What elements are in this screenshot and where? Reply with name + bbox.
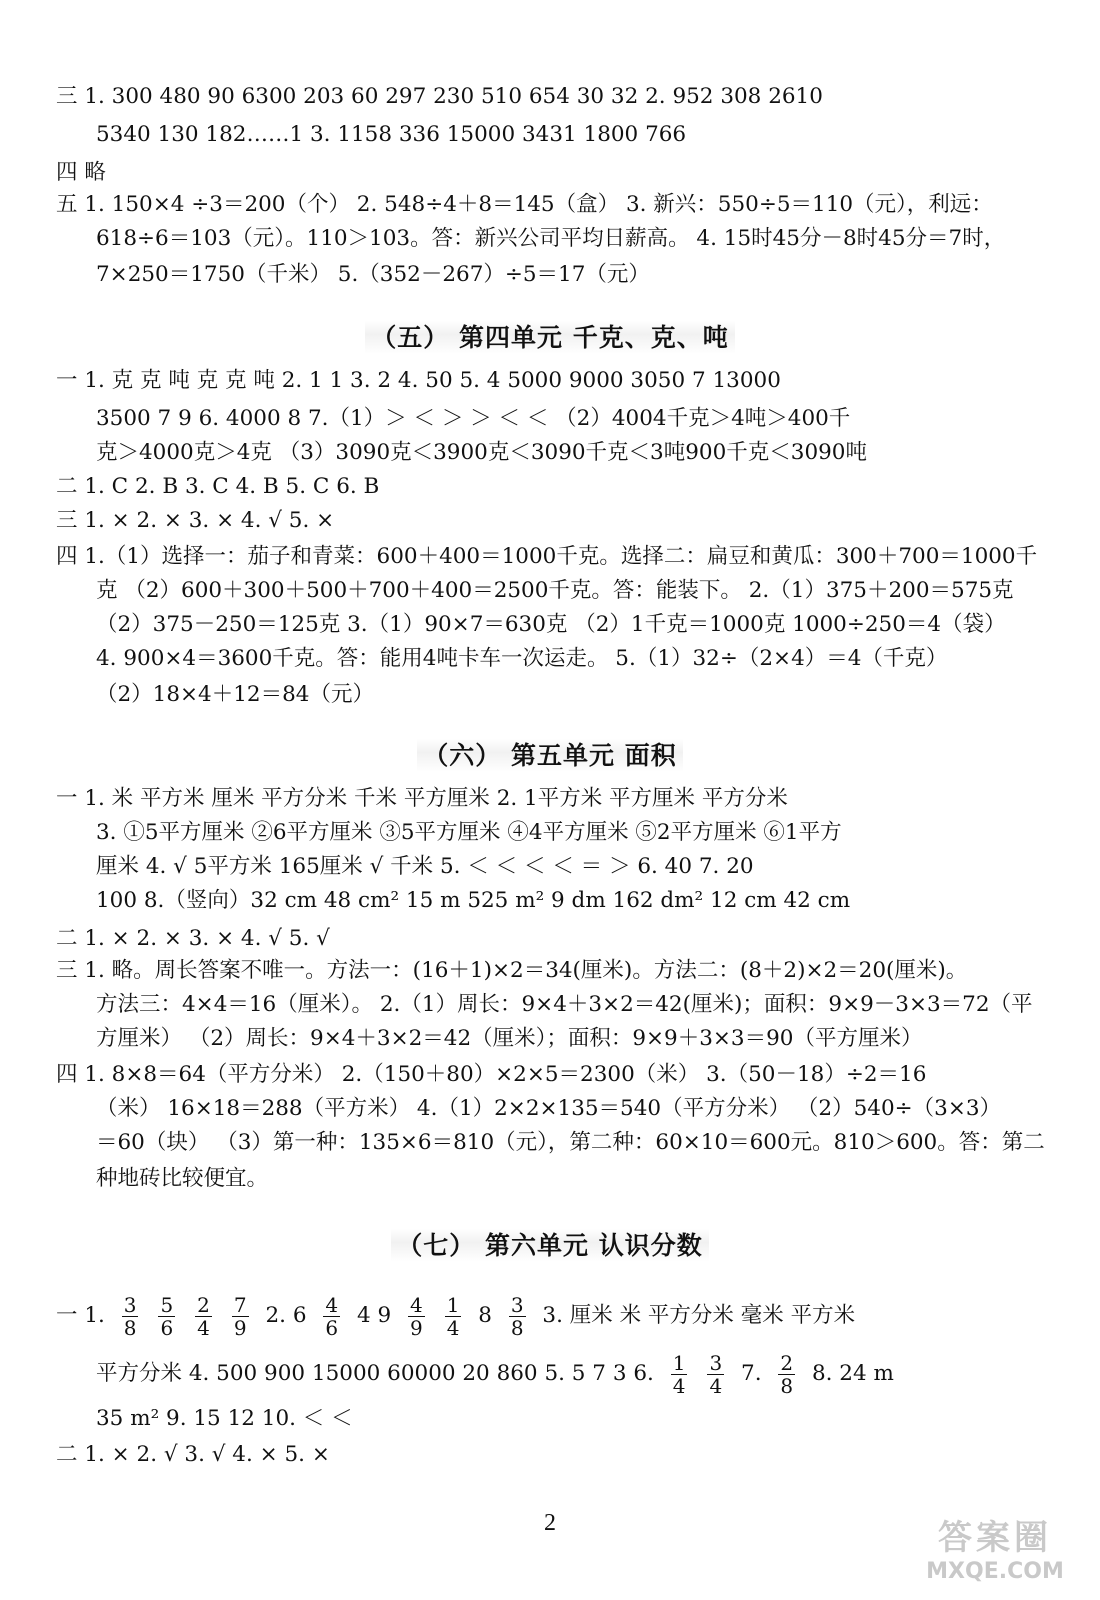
answer-line: 三 1. 300 480 90 6300 203 60 297 230 510 654 30 32 2. 952 308 2610 bbox=[56, 84, 823, 109]
answer-line: 100 8.（竖向）32 cm 48 cm² 15 m 525 m² 9 dm 162 dm² 12 cm 42 cm bbox=[96, 888, 851, 913]
answer-line: 二 1. × 2. × 3. × 4. √ 5. √ bbox=[56, 926, 330, 951]
answer-line: 克 （2）600＋300＋500＋700＋400＝2500千克。答：能装下。 2.（1）375＋200＝575克 bbox=[96, 578, 1014, 603]
fraction bbox=[158, 1294, 175, 1339]
fraction-group bbox=[768, 1350, 805, 1398]
fraction-group bbox=[313, 1292, 350, 1340]
answer-line: 五 1. 150×4 ÷3＝200（个） 2. 548÷4＋8＝145（盒） 3. 新兴：550÷5＝110（元），利远： bbox=[56, 192, 993, 217]
line-text: 7. bbox=[741, 1361, 762, 1386]
section-title: （六） 第五单元 面积 bbox=[417, 739, 682, 772]
watermark-logo bbox=[905, 1510, 1085, 1590]
fraction-denominator: 4 bbox=[709, 1373, 723, 1398]
fraction-group bbox=[661, 1350, 734, 1398]
fraction-numerator: 4 bbox=[325, 1292, 339, 1317]
answer-line: 厘米 4. √ 5平方米 165厘米 √ 千米 5. ＜ ＜ ＜ ＜ ＝ ＞ 6. 40 7. 20 bbox=[96, 854, 754, 879]
fraction-denominator: 8 bbox=[123, 1315, 137, 1340]
fraction-group bbox=[398, 1292, 471, 1340]
answer-line: 三 1. 略。周长答案不唯一。方法一：(16＋1)×2＝34(厘米)。方法二：(8＋2)×2＝20(厘米)。 bbox=[56, 958, 968, 983]
fraction bbox=[778, 1352, 795, 1397]
answer-line: 种地砖比较便宜。 bbox=[96, 1166, 269, 1191]
answer-line: 一 1. 米 平方米 厘米 平方分米 千米 平方厘米 2. 1平方米 平方厘米 平方分米 bbox=[56, 786, 788, 811]
answer-line: 618÷6＝103（元）。110＞103。答：新兴公司平均日薪高。 4. 15时45分－8时45分＝7时， bbox=[96, 226, 1006, 251]
line-text: 8 bbox=[478, 1303, 492, 1328]
fraction-numerator: 5 bbox=[160, 1292, 174, 1317]
fraction-numerator: 2 bbox=[780, 1350, 794, 1375]
answer-line: 四 1.（1）选择一：茄子和青菜：600＋400＝1000千克。选择二：扁豆和黄瓜：300＋700＝1000千 bbox=[56, 544, 1038, 569]
line-text: 4 9 bbox=[356, 1303, 392, 1328]
answer-line: 方厘米） （2）周长：9×4＋3×2＝42（厘米）；面积：9×9＋3×3＝90（平方厘米） bbox=[96, 1026, 923, 1051]
answer-line: 7×250＝1750（千米） 5.（352－267）÷5＝17（元） bbox=[96, 262, 650, 287]
answer-line: 四 1. 8×8＝64（平方分米） 2.（150＋80）×2×5＝2300（米） 3.（50－18）÷2＝16 bbox=[56, 1062, 927, 1087]
answer-line: 克＞4000克＞4克 （3）3090克＜3900克＜3090千克＜3吨900千克＜3090吨 bbox=[96, 440, 867, 465]
fraction-numerator: 1 bbox=[446, 1292, 460, 1317]
fraction bbox=[445, 1294, 462, 1339]
answer-line: 一 1. 克 克 吨 克 克 吨 2. 1 1 3. 2 4. 50 5. 4 5000 9000 3050 7 13000 bbox=[56, 368, 781, 393]
answer-line: 5340 130 182……1 3. 1158 336 15000 3431 1800 766 bbox=[96, 122, 687, 147]
fraction bbox=[671, 1352, 688, 1397]
fraction-numerator: 2 bbox=[197, 1292, 210, 1317]
fraction-group bbox=[499, 1292, 536, 1340]
answer-line: 三 1. × 2. × 3. × 4. √ 5. × bbox=[56, 508, 335, 533]
fraction-numerator: 7 bbox=[233, 1292, 247, 1317]
fraction-numerator: 3 bbox=[709, 1350, 723, 1375]
fraction-denominator: 4 bbox=[446, 1315, 460, 1340]
fraction bbox=[195, 1294, 212, 1339]
answer-line: （2）375－250＝125克 3.（1）90×7＝630克 （2）1千克＝1000克 1000÷250＝4（袋） bbox=[96, 612, 1006, 637]
fraction bbox=[707, 1352, 724, 1397]
fraction-denominator: 4 bbox=[197, 1315, 210, 1340]
fraction-numerator: 3 bbox=[510, 1292, 524, 1317]
section-heading bbox=[0, 318, 1100, 354]
line-text: 平方分米 4. 500 900 15000 60000 20 860 5. 5 7 3 6. bbox=[96, 1361, 654, 1386]
fraction-denominator: 9 bbox=[233, 1315, 247, 1340]
fraction-numerator: 1 bbox=[672, 1350, 686, 1375]
fraction bbox=[323, 1294, 340, 1339]
answer-line: （2）18×4＋12＝84（元） bbox=[96, 682, 374, 707]
line-text: 一 1. bbox=[56, 1303, 105, 1328]
fraction bbox=[408, 1294, 425, 1339]
answer-line: 3500 7 9 6. 4000 8 7.（1）＞ ＜ ＞ ＞ ＜ ＜ （2）4004千克＞4吨＞400千 bbox=[96, 406, 851, 431]
line-text: 8. 24 m bbox=[811, 1361, 894, 1386]
fraction-denominator: 8 bbox=[780, 1373, 794, 1398]
section-heading bbox=[0, 736, 1100, 772]
fraction-denominator: 8 bbox=[510, 1315, 524, 1340]
answer-line: （米） 16×18＝288（平方米） 4.（1）2×2×135＝540（平方分米） （2）540÷（3×3） bbox=[96, 1096, 1002, 1121]
fraction bbox=[509, 1294, 526, 1339]
answer-line: 方法三：4×4＝16（厘米）。 2.（1）周长：9×4＋3×2＝42(厘米)；面积：9×9－3×3＝72（平 bbox=[96, 992, 1033, 1017]
section-title: （七） 第六单元 认识分数 bbox=[391, 1229, 708, 1262]
fraction bbox=[232, 1294, 249, 1339]
fraction-numerator: 4 bbox=[409, 1292, 423, 1317]
page-number: 2 bbox=[544, 1510, 556, 1536]
fraction bbox=[122, 1294, 139, 1339]
watermark-text: 答案圈 bbox=[938, 1518, 1052, 1558]
answer-line: 二 1. C 2. B 3. C 4. B 5. C 6. B bbox=[56, 474, 380, 499]
answer-line: 3. ①5平方厘米 ②6平方厘米 ③5平方厘米 ④4平方厘米 ⑤2平方厘米 ⑥1平方 bbox=[96, 820, 842, 845]
answer-line: 35 m² 9. 15 12 10. ＜ ＜ bbox=[96, 1406, 353, 1431]
answer-line: 4. 900×4＝3600千克。答：能用4吨卡车一次运走。 5.（1）32÷（2×4）＝4（千克） bbox=[96, 646, 948, 671]
section-heading bbox=[0, 1226, 1100, 1262]
answer-line-fractions bbox=[96, 1348, 1096, 1400]
answer-line: 四 略 bbox=[56, 160, 106, 185]
fraction-denominator: 9 bbox=[409, 1315, 423, 1340]
line-text: 3. 厘米 米 平方分米 毫米 平方米 bbox=[542, 1303, 856, 1328]
watermark-url: MXQE.COM bbox=[926, 1559, 1064, 1584]
fraction-denominator: 6 bbox=[160, 1315, 174, 1340]
line-text: 2. 6 bbox=[265, 1303, 307, 1328]
answer-line: ＝60（块） （3）第一种：135×6＝810（元），第二种：60×10＝600元。810＞600。答：第二 bbox=[96, 1130, 1045, 1155]
fraction-denominator: 4 bbox=[672, 1373, 686, 1398]
fraction-group bbox=[112, 1292, 259, 1340]
fraction-denominator: 6 bbox=[325, 1315, 339, 1340]
answer-line-fractions bbox=[56, 1290, 1056, 1342]
fraction-numerator: 3 bbox=[123, 1292, 137, 1317]
answer-line: 二 1. × 2. √ 3. √ 4. × 5. × bbox=[56, 1442, 330, 1467]
section-title: （五） 第四单元 千克、克、吨 bbox=[365, 321, 734, 354]
